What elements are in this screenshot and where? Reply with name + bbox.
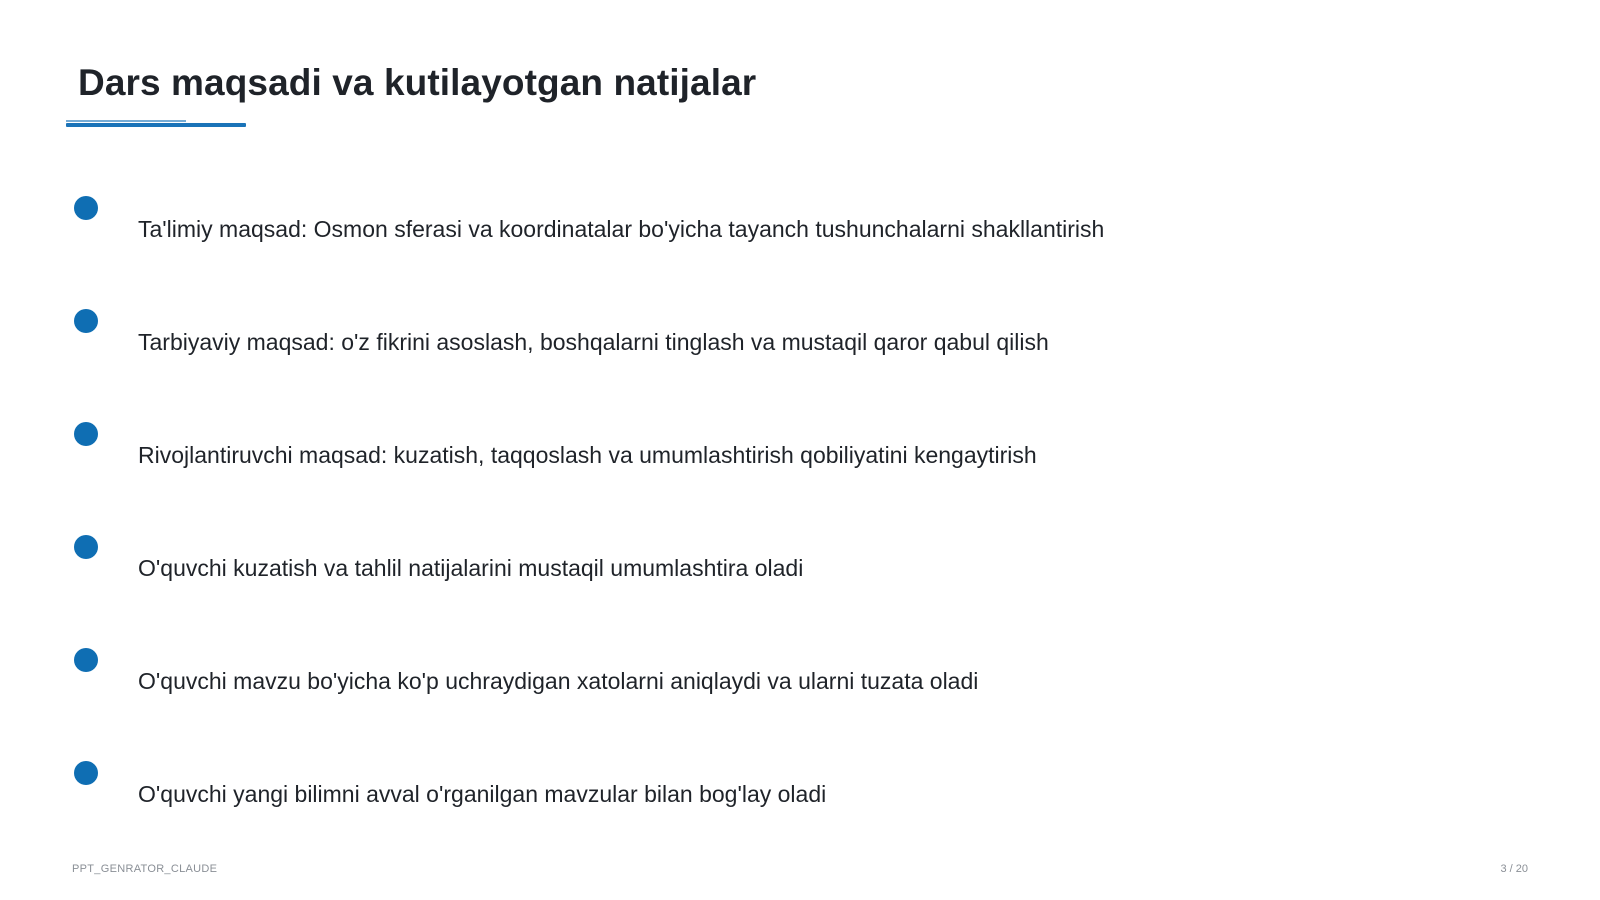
list-item — [0, 535, 1600, 615]
list-item-text: Rivojlantiruvchi maqsad: kuzatish, taqqoslash va umumlashtirish qobiliyatini kengaytirish — [138, 442, 1037, 468]
list-item-text: O'quvchi mavzu bo'yicha ko'p uchraydigan xatolarni aniqlaydi va ularni tuzata oladi — [138, 668, 979, 694]
list-item-text: O'quvchi kuzatish va tahlil natijalarini mustaqil umumlashtira oladi — [138, 555, 804, 581]
bullet-dot-icon — [74, 196, 98, 220]
bullet-dot-icon — [74, 309, 98, 333]
slide-title: Dars maqsadi va kutilayotgan natijalar — [78, 62, 757, 103]
list-item — [0, 422, 1600, 502]
bullet-dot-icon — [74, 422, 98, 446]
bullet-dot-icon — [74, 535, 98, 559]
list-item — [0, 648, 1600, 728]
list-item-text: Tarbiyaviy maqsad: o'z fikrini asoslash, boshqalarni tinglash va mustaqil qaror qabul qilish — [138, 329, 1049, 355]
list-item — [0, 309, 1600, 389]
bullet-dot-icon — [74, 761, 98, 785]
list-item-text: Ta'limiy maqsad: Osmon sferasi va koordinatalar bo'yicha tayanch tushunchalarni shakllantirish — [138, 216, 1105, 242]
list-item — [0, 196, 1600, 276]
page-indicator: 3 / 20 — [1500, 863, 1528, 875]
footer-label: PPT_GENRATOR_CLAUDE — [72, 863, 218, 875]
bullet-dot-icon — [74, 648, 98, 672]
list-item-text: O'quvchi yangi bilimni avval o'rganilgan mavzular bilan bog'lay oladi — [138, 781, 827, 807]
list-item — [0, 761, 1600, 841]
